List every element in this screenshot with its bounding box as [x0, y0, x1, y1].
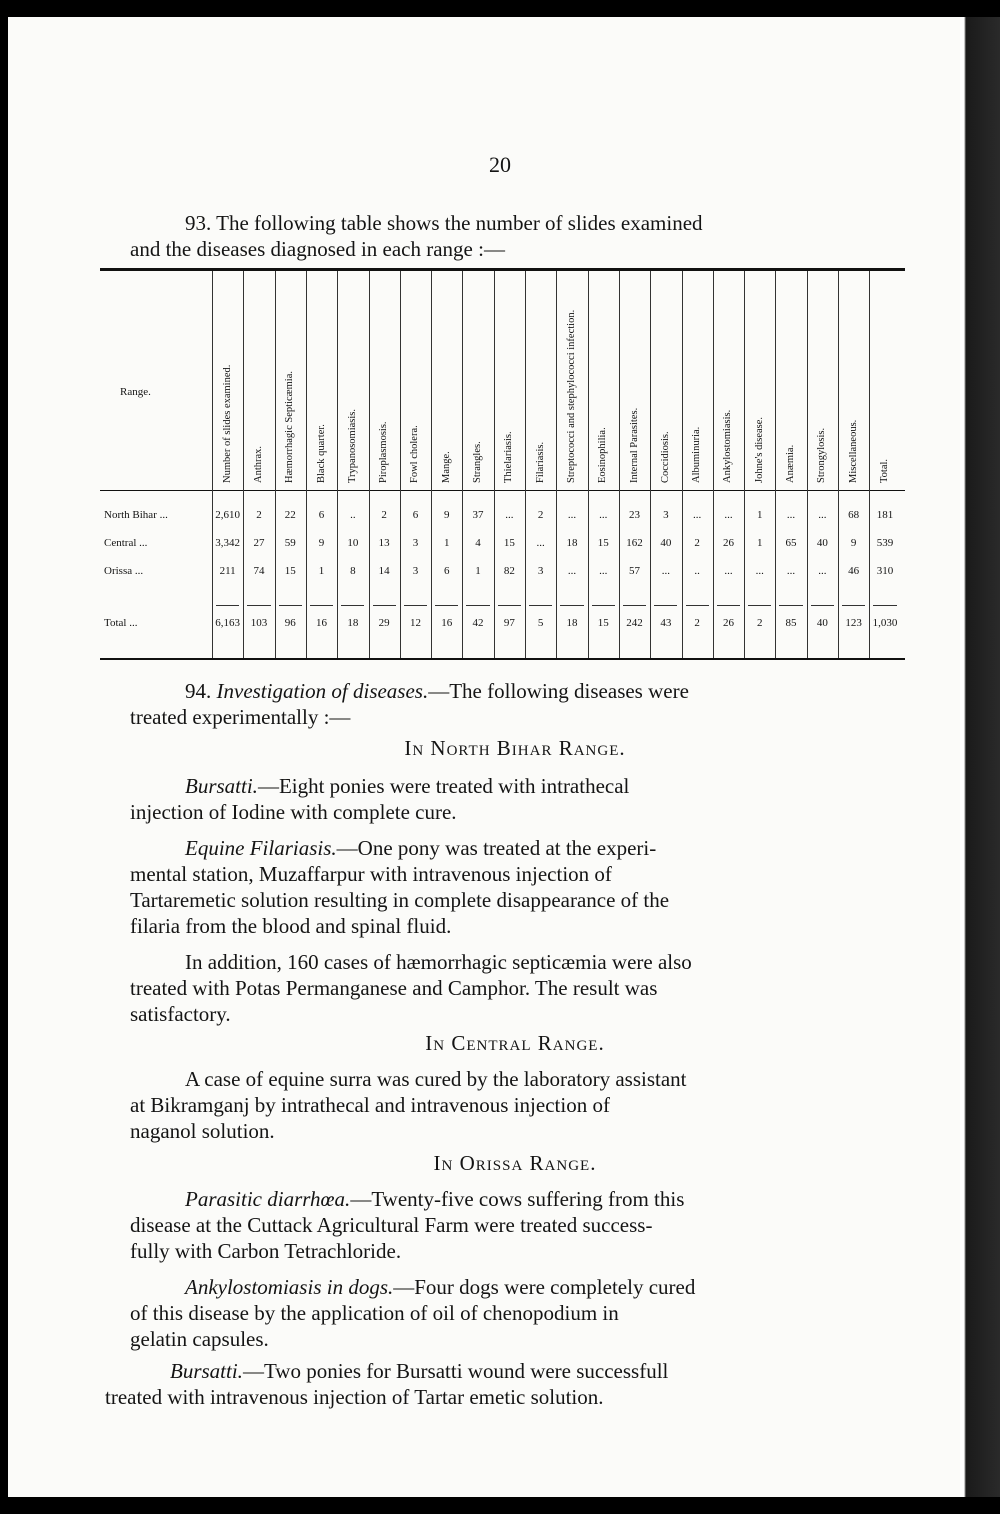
page-number: 20 — [489, 152, 511, 177]
orissa-section — [130, 1186, 900, 1352]
para93-line2: and the diseases diagnosed in each range :— — [130, 237, 505, 261]
table-cell: 68 — [848, 509, 860, 521]
column-divider — [682, 271, 683, 658]
sum-rule — [686, 605, 709, 606]
table-cell: 3 — [663, 509, 669, 521]
table-cell: ... — [505, 509, 514, 521]
table-cell: 1 — [756, 537, 763, 549]
table-cell: 43 — [660, 617, 672, 629]
filariasis-line2: mental station, Muzaffarpur with intravenous injection of — [130, 862, 612, 886]
diarrhoea-line3: fully with Carbon Tetrachloride. — [130, 1239, 402, 1263]
column-header: Thielariasis. — [503, 431, 515, 483]
sum-rule — [592, 605, 615, 606]
table-cell: 3 — [412, 537, 419, 549]
column-divider — [807, 271, 808, 658]
sum-rule — [404, 605, 427, 606]
column-header: Streptococci and stephylococci infection. — [565, 309, 577, 483]
table-cell: 539 — [876, 537, 894, 549]
table-cell: 6 — [412, 509, 419, 521]
table-cell: 42 — [472, 617, 484, 629]
para94-title: Investigation of diseases. — [216, 679, 429, 703]
heading-orissa: In Orissa Range. — [433, 1151, 597, 1175]
north-bihar-section — [130, 773, 900, 1027]
table-cell: 1,030 — [872, 617, 898, 629]
orissa-bursatti-line1: —Two ponies for Bursatti wound were successfull — [242, 1359, 669, 1383]
sum-rule — [623, 605, 646, 606]
column-divider — [431, 271, 432, 658]
paragraph-94 — [130, 678, 900, 730]
table-cell: 82 — [503, 565, 515, 577]
table-cell: 1 — [756, 509, 763, 521]
column-divider — [306, 271, 307, 658]
table-cell: 181 — [876, 509, 894, 521]
orissa-bursatti — [105, 1358, 920, 1410]
table-cell: 10 — [347, 537, 359, 549]
ankylostomiasis-line2: of this disease by the application of oil of chenopodium in — [130, 1301, 619, 1325]
table-cell: 2,610 — [215, 509, 241, 521]
sum-rule — [216, 605, 239, 606]
range-header: Range. — [120, 386, 151, 398]
filariasis-line3: Tartaremetic solution resulting in complete disappearance of the — [130, 888, 670, 912]
sum-rule — [717, 605, 740, 606]
table-cell: 16 — [441, 617, 453, 629]
table-cell: 123 — [845, 617, 862, 629]
sum-rule — [560, 605, 583, 606]
sum-rule — [873, 605, 896, 606]
table-cell: 2 — [694, 617, 700, 629]
addition-line3: satisfactory. — [130, 1002, 231, 1026]
table-cell: ... — [567, 509, 577, 521]
table-cell: 3 — [537, 565, 544, 577]
column-header: Hæmorrhagic Septicæmia. — [284, 371, 296, 483]
column-divider — [556, 271, 557, 658]
table-cell: 18 — [566, 537, 578, 549]
bursatti-title: Bursatti. — [185, 774, 258, 798]
table-cell: 40 — [816, 537, 828, 549]
table-cell: ... — [599, 565, 608, 577]
sum-rule — [529, 605, 552, 606]
sum-rule — [247, 605, 270, 606]
table-cell: 8 — [350, 565, 356, 577]
filariasis-title: Equine Filariasis. — [185, 836, 337, 860]
column-divider — [275, 271, 276, 658]
table-cell: 57 — [629, 565, 641, 577]
column-header: Strongylosis. — [816, 427, 828, 483]
table-cell: 9 — [318, 537, 325, 549]
column-divider — [588, 271, 589, 658]
table-cell: ... — [755, 565, 764, 577]
column-divider — [337, 271, 338, 658]
sum-rule — [842, 605, 865, 606]
table-cell: 2 — [756, 617, 763, 629]
table-cell: 15 — [284, 565, 296, 577]
table-cell: 40 — [816, 617, 828, 629]
addition-line1: In addition, 160 cases of hæmorrhagic septicæmia were also — [185, 950, 692, 974]
heading-central: In Central Range. — [425, 1031, 605, 1055]
column-header: Strangles. — [472, 441, 484, 483]
table-cell: ... — [599, 509, 608, 521]
table-cell: 85 — [785, 617, 797, 629]
sum-rule — [779, 605, 802, 606]
table-cell: 15 — [597, 537, 609, 549]
bursatti-line1: —Eight ponies were treated with intrathecal — [257, 774, 630, 798]
sum-rule — [435, 605, 458, 606]
column-divider — [525, 271, 526, 658]
table-cell: ... — [786, 509, 796, 521]
central-line2: at Bikramganj by intrathecal and intravenous injection of — [130, 1093, 610, 1117]
table-cell: 37 — [472, 509, 484, 521]
column-header: Albuminuria. — [691, 426, 703, 483]
column-divider — [744, 271, 745, 658]
column-divider — [494, 271, 495, 658]
table-cell: ... — [724, 509, 733, 521]
column-divider — [869, 271, 870, 658]
table-cell: 15 — [597, 617, 609, 629]
column-header: Johne's disease. — [753, 416, 765, 483]
sum-rule — [466, 605, 489, 606]
table-cell: ... — [567, 565, 577, 577]
table-cell: 18 — [347, 617, 359, 629]
table-cell: 26 — [722, 617, 734, 629]
table-header-rule — [100, 490, 905, 491]
central-line3: naganol solution. — [130, 1119, 275, 1143]
sum-rule — [373, 605, 396, 606]
table-cell: 12 — [409, 617, 421, 629]
column-divider — [400, 271, 401, 658]
column-header: Internal Parasites. — [628, 407, 640, 483]
column-header: Black quarter. — [315, 424, 327, 483]
table-cell: 6,163 — [215, 617, 241, 629]
column-divider — [650, 271, 651, 658]
paragraph-93 — [130, 210, 900, 262]
column-header: Mange. — [440, 451, 452, 483]
scan-edge — [960, 17, 1000, 1497]
para93-line1: 93. The following table shows the number of slides examined — [185, 211, 703, 235]
table-cell: 1 — [443, 537, 450, 549]
table-cell: ... — [536, 537, 545, 549]
column-divider — [243, 271, 244, 658]
table-cell: 242 — [626, 617, 643, 629]
table-cell: 5 — [537, 617, 544, 629]
filariasis-line4: filaria from the blood and spinal fluid. — [130, 914, 452, 938]
column-header: Anæmia. — [785, 444, 797, 483]
row-label: Total ... — [104, 617, 138, 629]
column-header: Ankylostomiasis. — [722, 409, 734, 483]
sum-rule — [811, 605, 834, 606]
table-cell: 27 — [253, 537, 265, 549]
sum-rule — [498, 605, 521, 606]
table-cell: 96 — [284, 617, 296, 629]
central-line1: A case of equine surra was cured by the laboratory assistant — [185, 1067, 687, 1091]
table-cell: ... — [661, 565, 670, 577]
ankylostomiasis-line3: gelatin capsules. — [130, 1327, 269, 1351]
column-divider — [713, 271, 714, 658]
table-cell: 9 — [443, 509, 450, 521]
column-divider — [462, 271, 463, 658]
table-cell: 162 — [626, 537, 643, 549]
column-header: Trypanosomiasis. — [346, 409, 358, 483]
table-cell: 40 — [660, 537, 672, 549]
table-cell: 2 — [537, 509, 544, 521]
row-label: North Bihar ... — [104, 509, 168, 521]
column-header: Coccidiosis. — [659, 431, 671, 483]
table-cell: 97 — [503, 617, 515, 629]
para94-line2: treated experimentally :— — [130, 705, 351, 729]
column-header: Filariasis. — [534, 441, 546, 483]
filariasis-line1: —One pony was treated at the experi- — [336, 836, 657, 860]
column-header: Miscellaneous. — [847, 419, 859, 483]
table-cell: 18 — [566, 617, 578, 629]
table-cell: 15 — [503, 537, 515, 549]
table-cell: 4 — [475, 537, 481, 549]
table-bottom-rule — [100, 658, 905, 660]
sum-rule — [748, 605, 771, 606]
table-cell: 13 — [378, 537, 390, 549]
table-cell: 26 — [722, 537, 734, 549]
sum-rule — [341, 605, 364, 606]
central-section — [130, 1066, 900, 1144]
table-cell: 2 — [256, 509, 262, 521]
column-divider — [775, 271, 776, 658]
table-cell: 22 — [284, 509, 296, 521]
sum-rule — [654, 605, 677, 606]
table-top-rule — [100, 268, 905, 271]
column-divider — [838, 271, 839, 658]
table-cell: 6 — [318, 509, 325, 521]
orissa-bursatti-line2: treated with intravenous injection of Tartar emetic solution. — [105, 1385, 604, 1409]
table-cell: 1 — [475, 565, 481, 577]
diarrhoea-title: Parasitic diarrhœa. — [185, 1187, 351, 1211]
slides-table — [100, 268, 905, 663]
column-header: Eosinophilia. — [597, 427, 609, 483]
para94-line1-rest: —The following diseases were — [428, 679, 689, 703]
heading-north-bihar: In North Bihar Range. — [404, 736, 626, 760]
table-cell: 2 — [381, 509, 387, 521]
table-cell: 3,342 — [215, 537, 241, 549]
sum-rule — [310, 605, 333, 606]
addition-line2: treated with Potas Permanganese and Camphor. The result was — [130, 976, 658, 1000]
table-cell: 65 — [785, 537, 797, 549]
table-cell: ... — [818, 565, 827, 577]
column-header: Total. — [878, 458, 890, 483]
table-cell: .. — [350, 509, 356, 521]
sum-rule — [279, 605, 302, 606]
row-label: Central ... — [104, 537, 148, 549]
table-cell: 74 — [253, 565, 265, 577]
table-cell: 211 — [219, 565, 236, 577]
orissa-bursatti-title: Bursatti. — [170, 1359, 243, 1383]
column-divider — [369, 271, 370, 658]
table-cell: 29 — [378, 617, 390, 629]
ankylostomiasis-title: Ankylostomiasis in dogs. — [185, 1275, 394, 1299]
table-cell: 310 — [876, 565, 894, 577]
table-cell: 59 — [284, 537, 296, 549]
column-divider — [212, 271, 213, 658]
para94-number: 94. — [185, 679, 212, 703]
row-label: Orissa ... — [104, 565, 144, 577]
table-cell: ... — [693, 509, 702, 521]
column-header: Fowl cholera. — [409, 425, 421, 483]
table-cell: ... — [724, 565, 733, 577]
table-cell: 6 — [443, 565, 450, 577]
table-cell: 103 — [250, 617, 268, 629]
diarrhoea-line1: —Twenty-five cows suffering from this — [350, 1187, 685, 1211]
table-cell: 9 — [850, 537, 857, 549]
table-cell: ... — [818, 509, 827, 521]
column-header: Anthrax. — [252, 445, 264, 483]
table-cell: 1 — [318, 565, 325, 577]
column-header: Piroplasmosis. — [378, 421, 390, 483]
table-cell: 2 — [694, 537, 700, 549]
table-cell: 3 — [412, 565, 419, 577]
table-cell: 23 — [629, 509, 641, 521]
diarrhoea-line2: disease at the Cuttack Agricultural Farm were treated success- — [130, 1213, 653, 1237]
ankylostomiasis-line1: —Four dogs were completely cured — [393, 1275, 696, 1299]
table-cell: 46 — [848, 565, 860, 577]
table-cell: 16 — [316, 617, 328, 629]
bursatti-line2: injection of Iodine with complete cure. — [130, 800, 457, 824]
column-header: Number of slides examined. — [221, 364, 233, 483]
table-cell: 14 — [378, 565, 390, 577]
column-divider — [619, 271, 620, 658]
table-cell: .. — [694, 565, 700, 577]
table-cell: ... — [786, 565, 796, 577]
